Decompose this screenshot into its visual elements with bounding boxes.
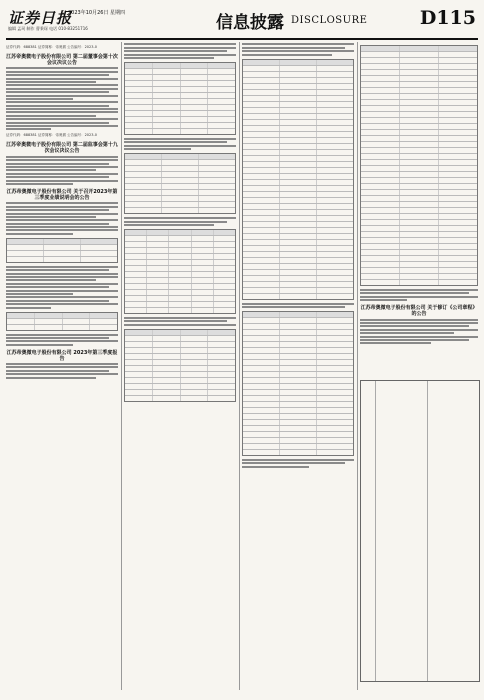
section-title-en: DISCLOSURE <box>291 15 368 26</box>
data-table <box>6 238 118 263</box>
column-divider <box>357 42 358 690</box>
stock-code-line: 证券代码：688381 证券简称：帝奥微 公告编号：2023-0 <box>6 45 97 49</box>
page-number: D115 <box>419 7 476 29</box>
data-table <box>6 312 118 331</box>
shareholder-table <box>124 229 236 314</box>
article-headline: 江苏帝奥微电子股份有限公司 关于修订《公司章程》的公告 <box>360 305 478 318</box>
issue-date: 2023年10月26日 星期四 <box>68 10 126 16</box>
newspaper-logo: 证券日报 <box>8 9 73 27</box>
column-1 <box>6 42 118 690</box>
column-divider <box>121 42 122 690</box>
section-title-cn: 信息披露 <box>216 13 284 33</box>
balance-sheet-table <box>242 59 354 300</box>
articles-comparison-table <box>360 380 480 682</box>
article-headline: 江苏帝奥微电子股份有限公司 2023年第三季度报告 <box>6 349 118 362</box>
cash-flow-table <box>360 45 478 286</box>
income-statement-table <box>242 311 354 456</box>
editor-line: 编辑 孟珂 制作 曹秉琛 电话 010-83251716 <box>8 26 88 31</box>
article-headline: 江苏帝奥微电子股份有限公司 第二届董事会第十次会议决议公告 <box>6 54 118 66</box>
column-3 <box>242 42 354 690</box>
financial-table <box>124 153 236 214</box>
column-2 <box>124 42 236 690</box>
financial-table <box>124 62 236 135</box>
stock-code-line: 证券代码：688381 证券简称：帝奥微 公告编号：2023-0 <box>6 133 97 138</box>
masthead <box>6 4 478 40</box>
shareholder-table <box>124 329 236 402</box>
article-headline: 江苏帝奥微电子股份有限公司 第二届监事会第十九次会议决议公告 <box>6 142 118 155</box>
column-divider <box>239 42 240 690</box>
article-headline: 江苏帝奥微电子股份有限公司 关于召开2023年第三季度业绩说明会的公告 <box>6 188 118 201</box>
